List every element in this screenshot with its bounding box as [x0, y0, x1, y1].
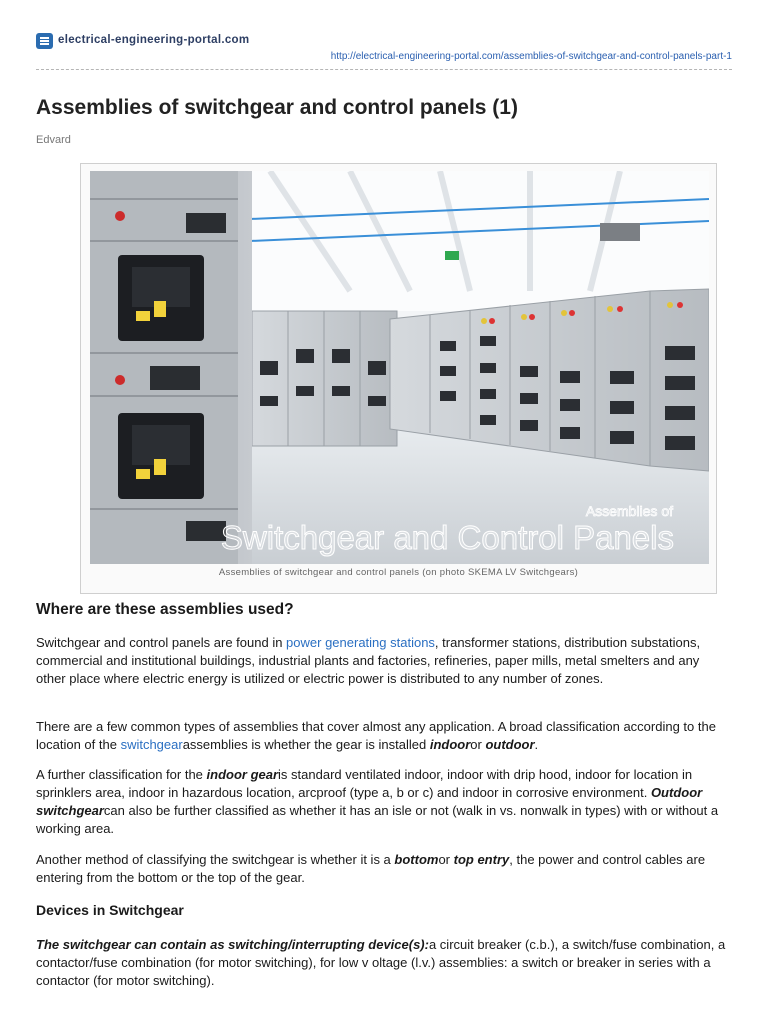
switchgear-link[interactable]: switchgear	[120, 737, 183, 752]
site-header	[36, 31, 732, 71]
article-url-link[interactable]: http://electrical-engineering-portal.com/assemblies-of-switchgear-and-control-panels-part-1	[330, 51, 732, 62]
photo-overlay-small: Assemblies of	[585, 503, 673, 519]
section-heading-devices: Devices in Switchgear	[36, 902, 184, 918]
power-generating-stations-link[interactable]: power generating stations	[286, 635, 435, 650]
paragraph-indoor-outdoor: A further classification for the indoor gearis standard ventilated indoor, indoor with drip hood, indoor for location in sprinklers area, indoor in hazardous location, arcproof (type a, b or c) and indoor in corrosive environment. Outdoor switchgearcan also be further classified as whether it has an isle or not (walk in vs. nonwalk in types) with or without a working area.	[36, 767, 719, 836]
paragraph-locations: Switchgear and control panels are found in power generating stations, transformer stations, distribution substations, commercial and institutional buildings, industrial plants and factories, refineries, paper mills, metal smelters and any other place where electric energy is utilized or electric power is distributed to any number of zones.	[36, 635, 701, 686]
paragraph-devices: The switchgear can contain as switching/interrupting device(s):a circuit breaker (c.b.), a switch/fuse combination, a contactor/fuse combination (for motor switching), for low v oltage (l.v.) assemblies: a switch or breaker in series with a contactor (for motor switching).	[36, 937, 726, 988]
header-divider	[36, 69, 732, 70]
paragraph-classification: There are a few common types of assemblies that cover almost any application. A broad classification according to the location of the switchgearassemblies is whether the gear is installed indooror outdoor.	[36, 719, 716, 752]
paragraph-entry-type: Another method of classifying the switchgear is whether it is a bottomor top entry, the power and control cables are entering from the bottom or the top of the gear.	[36, 852, 706, 885]
photo-overlay-large: Switchgear and Control Panels	[220, 519, 674, 556]
section-heading-where-used: Where are these assemblies used?	[36, 601, 294, 618]
figure-caption: Assemblies of switchgear and control panels (on photo SKEMA LV Switchgears)	[218, 567, 579, 578]
article-author[interactable]: Edvard	[36, 134, 71, 146]
site-logo-icon	[36, 33, 53, 49]
site-name[interactable]: electrical-engineering-portal.com	[58, 34, 250, 46]
article-title: Assemblies of switchgear and control panels (1)	[36, 96, 518, 119]
switchgear-photo	[90, 171, 709, 564]
article-figure	[80, 163, 717, 594]
